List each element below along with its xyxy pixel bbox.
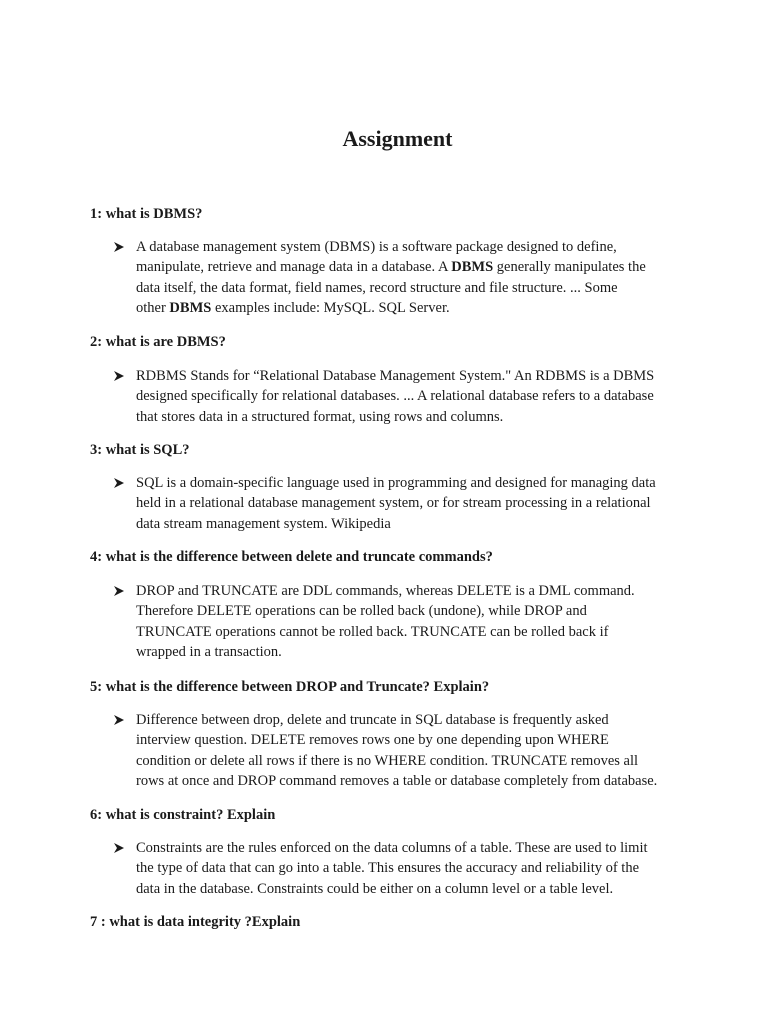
text-run: rows at once and DROP command removes a table or database completely from database. [136,773,658,790]
answer-line [136,257,682,277]
answer-line [136,366,682,386]
text-run: data stream management system. Wikipedia [136,515,391,532]
answer-line [136,642,682,662]
answer-paragraph [136,237,682,319]
text-run: TRUNCATE operations cannot be rolled back. TRUNCATE can be rolled back if [136,623,609,640]
answer-line [136,730,682,750]
text-run: Constraints are the rules enforced on the data columns of a table. These are used to limit [136,840,648,856]
question-heading: 6: what is constraint? Explain [90,807,276,823]
answer-line [136,493,682,513]
arrow-bullet-icon [112,841,126,855]
text-run: that stores data in a structured format, using rows and columns. [136,408,504,425]
question-heading: 1: what is DBMS? [90,206,203,222]
answer-line [136,407,682,427]
page-title: Assignment [342,126,453,151]
text-run: Difference between drop, delete and truncate in SQL database is frequently asked [136,712,609,728]
answer-line [136,298,682,318]
answer-line [136,514,682,534]
answer-line [136,473,682,493]
bold-term: DBMS [169,300,212,317]
answer-line [136,237,682,257]
answer-paragraph [136,838,682,899]
text-run: Therefore DELETE operations can be rolled back (undone), while DROP and [136,603,587,620]
text-run: other [136,300,170,317]
text-run: SQL is a domain-specific language used in programming and designed for managing data [136,475,656,491]
text-run: data in the database. Constraints could be either on a column level or a table level. [136,880,614,897]
answer-line [136,386,682,406]
answer-line [136,278,682,298]
arrow-bullet-icon [112,713,126,727]
text-run: data itself, the data format, field names, record structure and file structure. ... Some [136,279,618,296]
question-heading: 4: what is the difference between delete and truncate commands? [90,549,493,565]
answer-line [136,879,682,899]
answer-paragraph [136,366,682,427]
bold-term: DBMS [451,259,494,276]
text-run: generally manipulates the [493,259,646,276]
answer-paragraph [136,473,682,534]
text-run: interview question. DELETE removes rows one by one depending upon WHERE [136,732,609,749]
arrow-bullet-icon [112,369,126,383]
answer-line [136,581,682,601]
text-run: condition or delete all rows if there is no WHERE condition. TRUNCATE removes all [136,752,639,769]
text-run: manipulate, retrieve and manage data in a database. A [136,259,452,276]
answer-line [136,771,682,791]
text-run: A database management system (DBMS) is a software package designed to define, [136,239,617,255]
question-heading: 2: what is are DBMS? [90,334,226,350]
answer-paragraph [136,581,682,663]
answer-line [136,601,682,621]
answer-line [136,838,682,858]
arrow-bullet-icon [112,476,126,490]
text-run: held in a relational database management system, or for stream processing in a relational [136,495,651,512]
question-heading: 3: what is SQL? [90,442,190,458]
question-heading: 5: what is the difference between DROP and Truncate? Explain? [90,679,490,695]
text-run: examples include: MySQL. SQL Server. [211,300,450,317]
arrow-bullet-icon [112,584,126,598]
text-run: designed specifically for relational databases. ... A relational database refers to a database [136,388,654,405]
text-run: wrapped in a transaction. [136,644,282,661]
answer-line [136,858,682,878]
answer-line [136,751,682,771]
text-run: RDBMS Stands for “Relational Database Management System." An RDBMS is a DBMS [136,368,655,384]
arrow-bullet-icon [112,240,126,254]
text-run: the type of data that can go into a table. This ensures the accuracy and reliability of the [136,860,640,877]
answer-line [136,622,682,642]
question-heading: 7 : what is data integrity ?Explain [90,914,301,930]
text-run: DROP and TRUNCATE are DDL commands, whereas DELETE is a DML command. [136,583,635,599]
answer-paragraph [136,710,682,792]
answer-line [136,710,682,730]
